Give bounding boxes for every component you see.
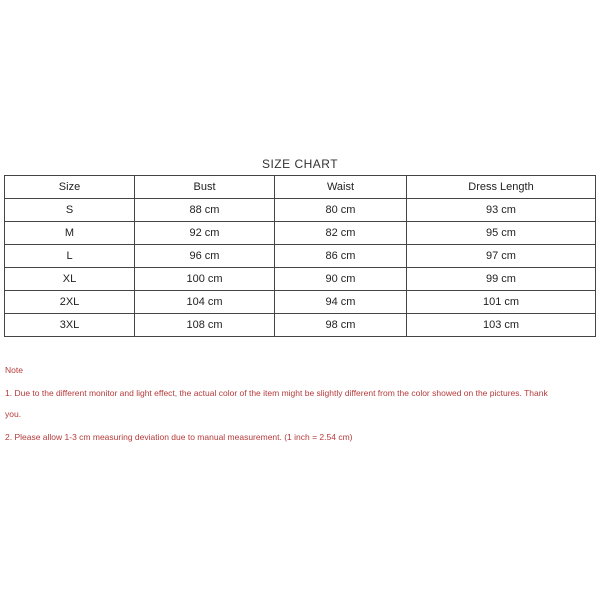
cell-dress-length: 93 cm <box>407 199 596 222</box>
note-line-1: 1. Due to the different monitor and light effect, the actual color of the item might be slightly different from the color showed on the pictures. Thank <box>5 388 548 398</box>
note-line-2: 2. Please allow 1-3 cm measuring deviation due to manual measurement. (1 inch = 2.54 cm) <box>5 432 353 442</box>
cell-bust: 92 cm <box>135 222 275 245</box>
cell-size: 3XL <box>5 314 135 337</box>
cell-waist: 94 cm <box>275 291 407 314</box>
table-row <box>5 314 596 337</box>
table-row <box>5 245 596 268</box>
table-header-row <box>5 176 596 199</box>
cell-size: 2XL <box>5 291 135 314</box>
cell-waist: 98 cm <box>275 314 407 337</box>
cell-waist: 82 cm <box>275 222 407 245</box>
size-chart-table <box>4 175 596 337</box>
table-row <box>5 222 596 245</box>
cell-bust: 104 cm <box>135 291 275 314</box>
cell-waist: 90 cm <box>275 268 407 291</box>
note-heading: Note <box>5 365 23 375</box>
cell-size: XL <box>5 268 135 291</box>
cell-dress-length: 103 cm <box>407 314 596 337</box>
cell-bust: 100 cm <box>135 268 275 291</box>
cell-dress-length: 99 cm <box>407 268 596 291</box>
size-chart-title: SIZE CHART <box>261 157 339 171</box>
cell-bust: 88 cm <box>135 199 275 222</box>
cell-bust: 108 cm <box>135 314 275 337</box>
cell-dress-length: 101 cm <box>407 291 596 314</box>
table-row <box>5 291 596 314</box>
cell-size: S <box>5 199 135 222</box>
cell-waist: 86 cm <box>275 245 407 268</box>
cell-bust: 96 cm <box>135 245 275 268</box>
table-row <box>5 268 596 291</box>
cell-dress-length: 95 cm <box>407 222 596 245</box>
header-waist: Waist <box>275 176 407 199</box>
header-dress-length: Dress Length <box>407 176 596 199</box>
cell-size: L <box>5 245 135 268</box>
cell-dress-length: 97 cm <box>407 245 596 268</box>
table-row <box>5 199 596 222</box>
header-bust: Bust <box>135 176 275 199</box>
cell-waist: 80 cm <box>275 199 407 222</box>
cell-size: M <box>5 222 135 245</box>
note-line-1-continued: you. <box>5 409 22 419</box>
header-size: Size <box>5 176 135 199</box>
